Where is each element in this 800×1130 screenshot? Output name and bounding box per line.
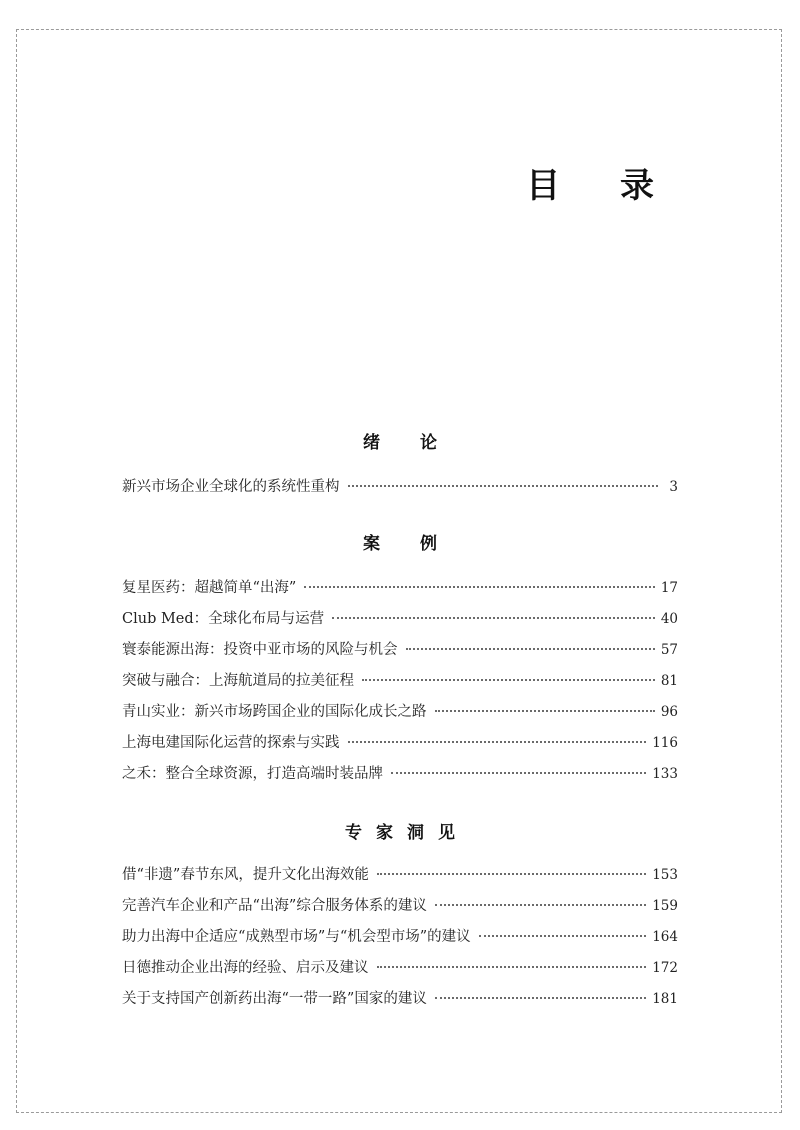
toc-entry-page: 133 (652, 766, 678, 782)
toc-entry[interactable] (122, 762, 678, 793)
toc-entry-page: 116 (652, 735, 678, 751)
dot-leader (377, 873, 646, 875)
toc-entry-title: 新兴市场企业全球化的系统性重构 (122, 479, 340, 495)
toc-entry-title: Club Med：全球化布局与运营 (122, 611, 325, 627)
toc-entry-page: 164 (652, 929, 678, 945)
toc-entry[interactable] (122, 638, 678, 669)
toc-entry[interactable] (122, 475, 678, 506)
toc-entry[interactable] (122, 607, 678, 638)
section-heading-experts: 专家洞见 (345, 823, 469, 843)
toc-entry-title: 突破与融合：上海航道局的拉美征程 (122, 673, 354, 689)
dot-leader (332, 617, 655, 619)
toc-entry[interactable] (122, 731, 678, 762)
toc-entry[interactable] (122, 987, 678, 1018)
dot-leader (391, 772, 646, 774)
dot-leader (435, 710, 655, 712)
toc-entry-title: 日德推动企业出海的经验、启示及建议 (122, 960, 369, 976)
toc-entry[interactable] (122, 925, 678, 956)
section-heading-cases: 案例 (363, 534, 477, 554)
page-title: 目 录 (526, 166, 678, 206)
dot-leader (479, 935, 647, 937)
toc-entry-title: 完善汽车企业和产品“出海”综合服务体系的建议 (122, 898, 427, 914)
dot-leader (362, 679, 655, 681)
toc-entry-page: 57 (660, 642, 678, 658)
toc-entry-title: 寰泰能源出海：投资中亚市场的风险与机会 (122, 642, 398, 658)
toc-entry-page: 96 (660, 704, 678, 720)
dot-leader (348, 485, 659, 487)
toc-list-cases (122, 576, 678, 793)
toc-entry-page: 153 (652, 867, 678, 883)
toc-entry-title: 借“非遗”春节东风，提升文化出海效能 (122, 867, 369, 883)
toc-entry[interactable] (122, 894, 678, 925)
toc-entry-title: 之禾：整合全球资源，打造高端时装品牌 (122, 766, 383, 782)
toc-entry-title: 上海电建国际化运营的探索与实践 (122, 735, 340, 751)
toc-entry[interactable] (122, 863, 678, 894)
toc-entry-page: 17 (660, 580, 678, 596)
toc-entry-title: 关于支持国产创新药出海“一带一路”国家的建议 (122, 991, 427, 1007)
toc-entry[interactable] (122, 576, 678, 607)
dot-leader (348, 741, 647, 743)
toc-entry-page: 40 (660, 611, 678, 627)
dot-leader (377, 966, 647, 968)
dot-leader (304, 586, 654, 588)
toc-entry-page: 159 (652, 898, 678, 914)
toc-entry[interactable] (122, 700, 678, 731)
toc-entry[interactable] (122, 956, 678, 987)
toc-entry-page: 81 (660, 673, 678, 689)
section-heading-intro: 绪论 (363, 433, 477, 453)
toc-entry[interactable] (122, 669, 678, 700)
dot-leader (435, 904, 646, 906)
toc-list-intro (122, 475, 678, 506)
dot-leader (406, 648, 655, 650)
toc-entry-page: 3 (669, 479, 678, 495)
toc-entry-title: 青山实业：新兴市场跨国企业的国际化成长之路 (122, 704, 427, 720)
toc-entry-page: 172 (652, 960, 678, 976)
toc-entry-page: 181 (652, 991, 678, 1007)
dot-leader (435, 997, 646, 999)
toc-entry-title: 复星医药：超越简单“出海” (122, 580, 297, 596)
toc-entry-title: 助力出海中企适应“成熟型市场”与“机会型市场”的建议 (122, 929, 471, 945)
toc-list-experts (122, 863, 678, 1018)
